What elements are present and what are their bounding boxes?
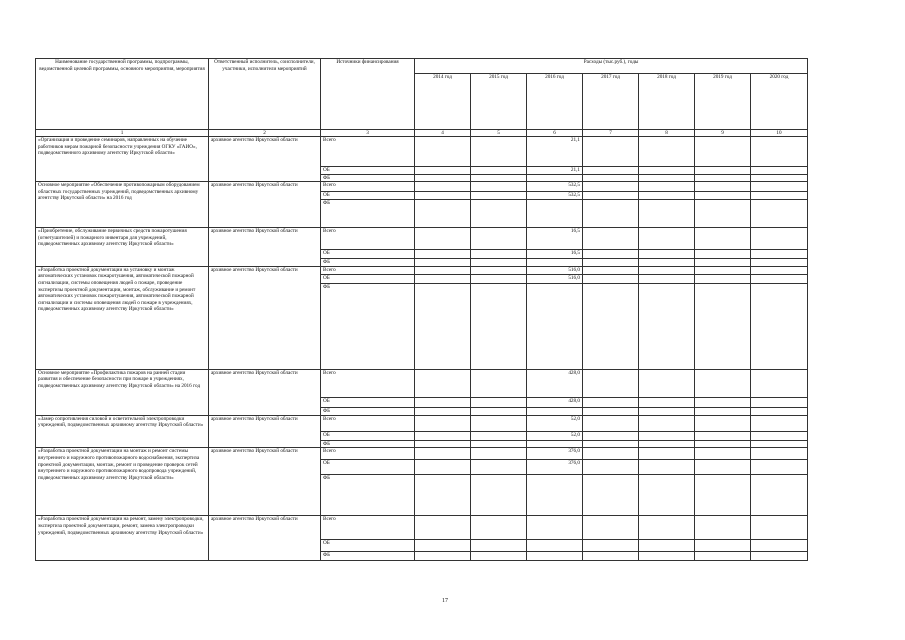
expense-cell xyxy=(751,182,808,192)
expense-cell xyxy=(639,182,695,192)
header-program: Наименование государственной программы, подпрограммы, ведомственной целевой программы, основного мероприятия, мероприятия xyxy=(36,59,209,130)
expense-cell xyxy=(695,431,751,440)
expense-cell xyxy=(695,174,751,182)
measure-name: Основное мероприятие «Профилактика пожаров на ранней стадии развития и обеспечение безопасности при пожаре в учреждениях, подведомственных архивному агентству Иркутской области» на 2016 год xyxy=(36,369,209,415)
expense-cell xyxy=(751,415,808,431)
measure-name: «Приобретение, обслуживание первичных средств пожаротушения (огнетушителей) и пожарного инвентаря для учреждений, подведомственных архивному агентству Иркутской области» xyxy=(36,228,209,267)
expense-cell xyxy=(583,540,639,552)
expense-cell xyxy=(751,431,808,440)
expense-cell xyxy=(415,440,471,448)
expense-cell xyxy=(415,200,471,228)
column-number: 10 xyxy=(751,130,808,137)
header-year: 2016 год xyxy=(527,74,583,130)
funding-source: ФБ xyxy=(321,200,415,228)
measure-name: «Разработка проектной документации на ремонт, замену электропроводки, экспертиза проектной документации, ремонт, замена электропроводки учреждений, подведомственных архивному агентству Иркутской области» xyxy=(36,516,209,561)
expense-cell xyxy=(471,283,527,369)
expense-cell xyxy=(695,448,751,460)
expense-cell xyxy=(527,475,583,516)
page-number: 17 xyxy=(442,598,448,604)
funding-source: ФБ xyxy=(321,552,415,561)
expense-cell xyxy=(695,415,751,431)
expense-cell xyxy=(471,516,527,540)
measure-executor: архивное агентство Иркутской области xyxy=(209,369,321,415)
column-number: 8 xyxy=(639,130,695,137)
header-executor: Ответственный исполнитель, соисполнители, участники, исполнители мероприятий xyxy=(209,59,321,130)
expense-cell xyxy=(639,137,695,167)
expense-cell xyxy=(583,475,639,516)
column-number: 6 xyxy=(527,130,583,137)
expense-cell xyxy=(751,448,808,460)
table-row xyxy=(36,137,808,167)
expense-cell xyxy=(695,540,751,552)
expense-cell xyxy=(415,192,471,200)
expense-cell xyxy=(639,475,695,516)
expense-cell xyxy=(527,516,583,540)
expense-cell xyxy=(415,397,471,407)
expense-cell xyxy=(695,460,751,475)
expense-cell: 21,1 xyxy=(527,137,583,167)
expense-cell xyxy=(695,516,751,540)
funding-source: ОБ xyxy=(321,167,415,175)
funding-source: ОБ xyxy=(321,274,415,283)
expense-cell xyxy=(695,192,751,200)
expense-cell xyxy=(583,228,639,250)
expense-cell xyxy=(639,274,695,283)
measure-name: «Разработка проектной документации на установку и монтаж автоматических установок пожаротушения, автоматической пожарной сигнализации, системы оповещения людей о пожаре, проведение экспертизы проектной документации, монтаж, обслуживание и ремонт автоматических установок пожаротушения, автоматической пожарной сигнализации и системы оповещения людей о пожаре в учреждениях, подведомственных архивному агентству Иркутской области» xyxy=(36,266,209,369)
column-number: 4 xyxy=(415,130,471,137)
expense-cell: 52,0 xyxy=(527,431,583,440)
expenses-table xyxy=(35,58,808,561)
measure-executor: архивное агентство Иркутской области xyxy=(209,516,321,561)
expense-cell xyxy=(471,460,527,475)
expense-cell xyxy=(751,397,808,407)
expense-cell xyxy=(415,167,471,175)
expense-cell xyxy=(583,167,639,175)
header-source: Источники финансирования xyxy=(321,59,415,130)
expense-cell xyxy=(695,397,751,407)
expense-cell xyxy=(527,259,583,267)
funding-source: ОБ xyxy=(321,192,415,200)
expense-cell xyxy=(415,174,471,182)
expense-cell xyxy=(695,259,751,267)
header-year: 2018 год xyxy=(639,74,695,130)
expense-cell xyxy=(695,552,751,561)
funding-source: ОБ xyxy=(321,431,415,440)
expense-cell xyxy=(471,475,527,516)
header-year: 2017 год xyxy=(583,74,639,130)
expense-cell xyxy=(415,431,471,440)
funding-source: Всего xyxy=(321,448,415,460)
expense-cell: 16,5 xyxy=(527,250,583,259)
expense-cell xyxy=(527,440,583,448)
expense-cell xyxy=(471,137,527,167)
expense-cell xyxy=(695,228,751,250)
expense-cell xyxy=(583,274,639,283)
expense-cell xyxy=(583,192,639,200)
measure-name: «Организация и проведение семинаров, направленных на обучение работников мерам пожарной безопасности учреждения ОГКУ «ГАИО», подведомственного архивному агентству Иркутской области» xyxy=(36,137,209,182)
expense-cell xyxy=(751,200,808,228)
expense-cell xyxy=(751,174,808,182)
expense-cell xyxy=(583,137,639,167)
expense-cell xyxy=(639,460,695,475)
funding-source: ФБ xyxy=(321,407,415,415)
expense-cell xyxy=(751,259,808,267)
table-row xyxy=(36,182,808,192)
table-row xyxy=(36,448,808,460)
expense-cell xyxy=(471,397,527,407)
expense-cell: 376,0 xyxy=(527,448,583,460)
funding-source: ОБ xyxy=(321,540,415,552)
expense-cell xyxy=(639,540,695,552)
expense-cell xyxy=(471,182,527,192)
expense-cell xyxy=(527,283,583,369)
expense-cell xyxy=(751,192,808,200)
expense-cell xyxy=(583,182,639,192)
expense-cell xyxy=(415,448,471,460)
funding-source: ОБ xyxy=(321,460,415,475)
expense-cell xyxy=(471,259,527,267)
expense-cell xyxy=(639,167,695,175)
expense-cell xyxy=(415,274,471,283)
expense-cell xyxy=(583,440,639,448)
expense-cell xyxy=(415,259,471,267)
expense-cell xyxy=(695,369,751,397)
expense-cell xyxy=(583,369,639,397)
funding-source: Всего xyxy=(321,137,415,167)
expense-cell xyxy=(583,259,639,267)
expense-cell xyxy=(471,369,527,397)
expense-cell xyxy=(471,174,527,182)
expense-cell xyxy=(415,182,471,192)
expense-cell xyxy=(639,440,695,448)
expense-cell xyxy=(751,407,808,415)
expense-cell xyxy=(415,407,471,415)
expense-cell xyxy=(639,192,695,200)
table-row xyxy=(36,516,808,540)
expense-cell xyxy=(751,250,808,259)
funding-source: ОБ xyxy=(321,250,415,259)
expense-cell xyxy=(639,200,695,228)
expense-cell xyxy=(695,200,751,228)
header-year: 2014 год xyxy=(415,74,471,130)
expense-cell xyxy=(471,228,527,250)
expense-cell xyxy=(695,475,751,516)
column-number: 9 xyxy=(695,130,751,137)
expense-cell: 516,0 xyxy=(527,274,583,283)
expense-cell xyxy=(751,516,808,540)
expense-cell xyxy=(751,540,808,552)
expense-cell xyxy=(639,552,695,561)
expense-cell xyxy=(695,167,751,175)
measure-executor: архивное агентство Иркутской области xyxy=(209,448,321,516)
expense-cell xyxy=(583,415,639,431)
expense-cell xyxy=(639,266,695,274)
expense-cell xyxy=(639,397,695,407)
expense-cell xyxy=(695,182,751,192)
expense-cell xyxy=(751,460,808,475)
expense-cell xyxy=(583,552,639,561)
expense-cell: 532,5 xyxy=(527,192,583,200)
expense-cell xyxy=(639,283,695,369)
expense-cell xyxy=(639,448,695,460)
expense-cell xyxy=(471,167,527,175)
expense-cell xyxy=(639,250,695,259)
expense-cell xyxy=(583,460,639,475)
expense-cell xyxy=(471,250,527,259)
expense-cell: 428,0 xyxy=(527,397,583,407)
expense-cell xyxy=(415,540,471,552)
expense-cell xyxy=(527,200,583,228)
expense-cell xyxy=(751,369,808,397)
expense-cell xyxy=(751,552,808,561)
measure-executor: архивное агентство Иркутской области xyxy=(209,228,321,267)
expense-cell xyxy=(695,283,751,369)
expense-cell xyxy=(527,407,583,415)
expense-cell xyxy=(415,552,471,561)
expense-cell xyxy=(471,200,527,228)
expense-cell xyxy=(471,552,527,561)
table-row xyxy=(36,266,808,274)
header-expenses: Расходы (тыс.руб.), годы xyxy=(415,59,808,74)
expense-cell xyxy=(583,266,639,274)
expense-cell: 52,0 xyxy=(527,415,583,431)
expense-cell xyxy=(751,274,808,283)
expense-cell: 516,0 xyxy=(527,266,583,274)
column-number: 1 xyxy=(36,130,209,137)
measure-executor: архивное агентство Иркутской области xyxy=(209,182,321,228)
measure-executor: архивное агентство Иркутской области xyxy=(209,415,321,448)
expense-cell xyxy=(695,266,751,274)
expense-cell xyxy=(751,228,808,250)
expense-cell xyxy=(527,552,583,561)
expense-cell xyxy=(751,475,808,516)
funding-source: ФБ xyxy=(321,259,415,267)
column-number: 7 xyxy=(583,130,639,137)
expense-cell xyxy=(471,431,527,440)
expense-cell xyxy=(415,516,471,540)
funding-source: ФБ xyxy=(321,440,415,448)
expense-cell: 532,5 xyxy=(527,182,583,192)
expense-cell xyxy=(471,407,527,415)
header-year: 2020 год xyxy=(751,74,808,130)
expense-cell xyxy=(695,274,751,283)
expense-cell xyxy=(639,516,695,540)
expense-cell xyxy=(415,250,471,259)
table-row xyxy=(36,369,808,397)
expense-cell xyxy=(415,369,471,397)
expense-cell xyxy=(639,407,695,415)
expense-cell xyxy=(471,448,527,460)
expense-cell xyxy=(471,192,527,200)
expense-cell xyxy=(415,283,471,369)
measure-name: «Разработка проектной документации на монтаж и ремонт системы внутреннего и наружного противопожарного водоснабжения, экспертиза проектной документации, монтаж, ремонт и проведение проверок сетей внутреннего и наружного противопожарного водопровода учреждений, подведомственных архивному агентству Иркутской области» xyxy=(36,448,209,516)
measure-name: «Замер сопротивления силовой и осветительной электропроводки учреждений, подведомственных архивному агентству Иркутской области» xyxy=(36,415,209,448)
expense-cell xyxy=(751,167,808,175)
expense-cell xyxy=(583,516,639,540)
expense-cell xyxy=(471,274,527,283)
table-row xyxy=(36,228,808,250)
column-number: 5 xyxy=(471,130,527,137)
expense-cell xyxy=(695,137,751,167)
expense-cell xyxy=(415,460,471,475)
funding-source: Всего xyxy=(321,516,415,540)
expense-cell xyxy=(695,407,751,415)
funding-source: ОБ xyxy=(321,397,415,407)
expense-cell xyxy=(471,266,527,274)
expense-cell xyxy=(415,266,471,274)
funding-source: Всего xyxy=(321,182,415,192)
expense-cell xyxy=(639,369,695,397)
expense-cell xyxy=(639,228,695,250)
expense-cell xyxy=(415,415,471,431)
expense-cell xyxy=(583,174,639,182)
header-year: 2015 год xyxy=(471,74,527,130)
funding-source: ФБ xyxy=(321,283,415,369)
expense-cell xyxy=(639,259,695,267)
expense-cell xyxy=(471,415,527,431)
expense-cell xyxy=(583,448,639,460)
expense-cell xyxy=(415,137,471,167)
expense-cell: 16,5 xyxy=(527,228,583,250)
expense-cell xyxy=(751,137,808,167)
funding-source: Всего xyxy=(321,369,415,397)
expense-cell: 376,0 xyxy=(527,460,583,475)
expense-cell xyxy=(751,266,808,274)
expense-cell xyxy=(471,440,527,448)
expense-cell: 428,0 xyxy=(527,369,583,397)
expense-cell xyxy=(527,174,583,182)
funding-source: Всего xyxy=(321,266,415,274)
expense-cell xyxy=(639,431,695,440)
expense-cell xyxy=(639,415,695,431)
measure-name: Основное мероприятие «Обеспечение противопожарным оборудованием областных государственных учреждений, подведомственных архивному агентству Иркутской области» на 2016 год xyxy=(36,182,209,228)
expense-cell xyxy=(415,475,471,516)
funding-source: ФБ xyxy=(321,475,415,516)
expense-cell xyxy=(639,174,695,182)
column-number: 3 xyxy=(321,130,415,137)
expense-cell xyxy=(695,250,751,259)
expense-cell: 21,1 xyxy=(527,167,583,175)
expense-cell xyxy=(583,200,639,228)
expense-cell xyxy=(583,250,639,259)
expense-cell xyxy=(583,283,639,369)
funding-source: ФБ xyxy=(321,174,415,182)
funding-source: Всего xyxy=(321,415,415,431)
expense-cell xyxy=(527,540,583,552)
expense-cell xyxy=(583,397,639,407)
expense-cell xyxy=(471,540,527,552)
expense-cell xyxy=(583,407,639,415)
measure-executor: архивное агентство Иркутской области xyxy=(209,266,321,369)
column-number-row xyxy=(36,130,808,137)
measure-executor: архивное агентство Иркутской области xyxy=(209,137,321,182)
funding-source: Всего xyxy=(321,228,415,250)
expense-cell xyxy=(583,431,639,440)
table-row xyxy=(36,415,808,431)
expense-cell xyxy=(751,440,808,448)
expense-cell xyxy=(695,440,751,448)
column-number: 2 xyxy=(209,130,321,137)
expense-cell xyxy=(751,283,808,369)
expense-cell xyxy=(415,228,471,250)
header-year: 2019 год xyxy=(695,74,751,130)
